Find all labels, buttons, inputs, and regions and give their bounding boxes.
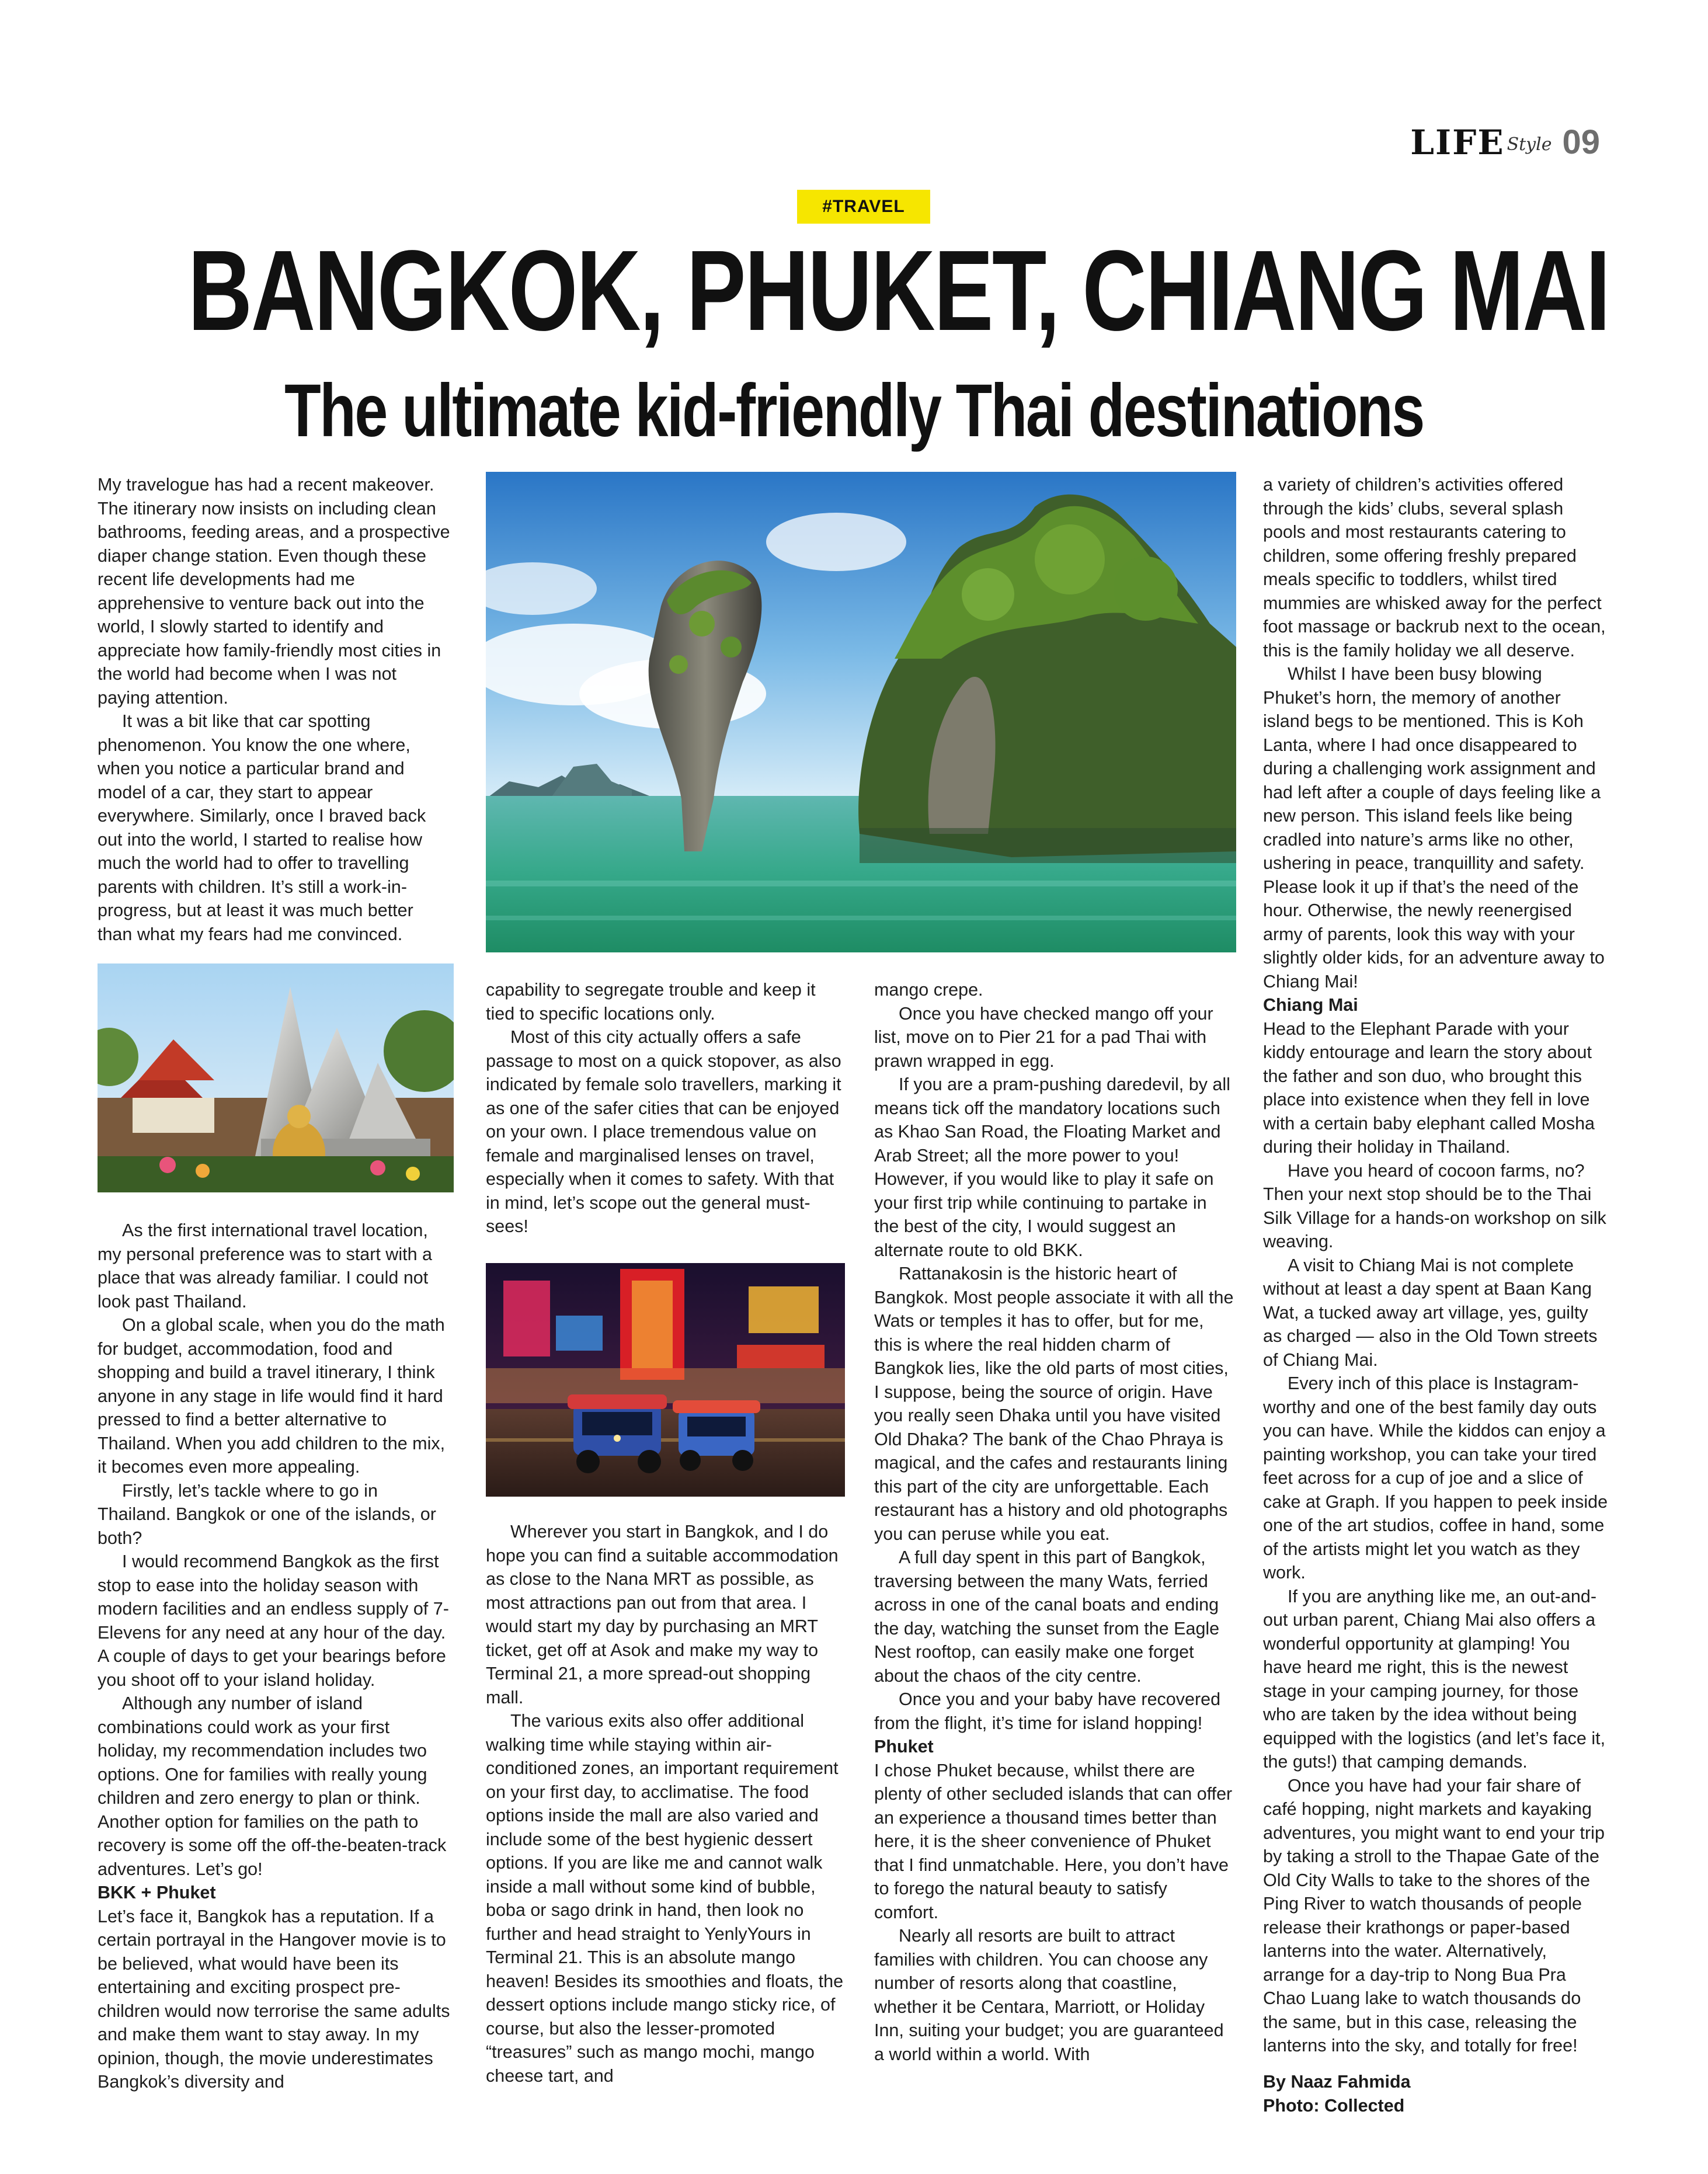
paragraph: Rattanakosin is the historic heart of Bangkok. Most people associate it with all the Wats or temples it has to offer, but for me, this is where the real hidden charm of Bangkok lies, like the old parts of most cities, I suppose, being the source of origin. Have you really seen Dhaka until you have visited Old Dhaka? The bank of the Chao Phraya is magical, and the cafes and restaurants lining this part of the city are unforgettable. Each restaurant has a history and old photographs you can peruse while you eat. xyxy=(874,1264,1234,1544)
photo-credit: Photo: Collected xyxy=(1263,2095,1405,2116)
paragraph: Wherever you start in Bangkok, and I do hope you can find a suitable accommodation as close to the Nana MRT as possible, as most attractions pan out from that area. I would start my day by purchasing an MRT ticket, get off at Asok and make my way to Terminal 21, a more spread-out shopping mall. xyxy=(486,1522,839,1707)
life-logo: LIFE xyxy=(1410,123,1505,162)
temple-illustration xyxy=(98,963,454,1192)
paragraph: I chose Phuket because, whilst there are plenty of other secluded islands that can offer an experience a thousand times better than here, it is the sheer convenience of Phuket that I find unmatchable. Here, you don’t have to forego the natural beauty to satisfy comfort. xyxy=(874,1760,1233,1922)
author-credit: By Naaz Fahmida xyxy=(1263,2072,1411,2092)
subheadline: The ultimate kid-friendly Thai destinations xyxy=(284,369,1424,453)
paragraph: Once you and your baby have recovered from the flight, it’s time for island hopping! xyxy=(874,1689,1221,1733)
column-3 xyxy=(874,978,1236,2066)
paragraph: Let’s face it, Bangkok has a reputation. If a certain portrayal in the Hangover movie is to be believed, what would have been its entertaining and exciting prospect pre-children would now terrorise the same adults and make them want to stay away. In my opinion, though, the movie underestimates Bangkok’s diversity and xyxy=(98,1906,450,2092)
section-heading-bkk-phuket: BKK + Phuket xyxy=(98,1883,216,1902)
paragraph: capability to segregate trouble and keep it tied to specific locations only. xyxy=(486,980,816,1024)
paragraph: mango crepe. xyxy=(874,980,983,1000)
headline: BANGKOK, PHUKET, CHIANG MAI xyxy=(187,227,1609,354)
paragraph: Most of this city actually offers a safe passage to most on a quick stopover, as also indicated by female solo travellers, marking it as one of the safer cities that can be enjoyed on your own. I place tremendous value on female and marginalised lenses on travel, especially when it comes to safety. With that in mind, let’s scope out the general must-sees! xyxy=(486,1027,841,1236)
paragraph: If you are anything like me, an out-and-out urban parent, Chiang Mai also offers a wonderful opportunity at glamping! You have heard me right, this is the newest stage in your camping journey, for those who are taken by the idea without being equipped with the logistics (and let’s face it, the guts!) that camping demands. xyxy=(1263,1586,1606,1772)
paragraph: A visit to Chiang Mai is not complete without at least a day spent at Baan Kang Wat, a tucked away art village, yes, guilty as charged — also in the Old Town streets of Chiang Mai. xyxy=(1263,1255,1598,1370)
page-number: 09 xyxy=(1562,123,1600,161)
column-1-top xyxy=(98,473,451,946)
karst-islands-illustration xyxy=(486,472,1236,952)
tuk-tuk-night-photo xyxy=(486,1263,845,1497)
paragraph: Head to the Elephant Parade with your kiddy entourage and learn the story about the father and son duo, who brought this place into existence when they fell in love with a certain baby elephant called Mosha during their holiday in Thailand. xyxy=(1263,1018,1595,1157)
section-heading-chiang-mai: Chiang Mai xyxy=(1263,995,1358,1015)
paragraph: Nearly all resorts are built to attract families with children. You can choose any number of resorts along that coastline, whether it be Centara, Marriott, or Holiday Inn, suiting your budget; you are guaranteed a world within a world. With xyxy=(874,1926,1224,2064)
paragraph: If you are a pram-pushing daredevil, by all means tick off the mandatory locations such as Khao San Road, the Floating Market and Arab Street; all the more power to you! However, if you would like to play it safe on your first trip while continuing to partake in the best of the city, I would suggest an alternate route to old BKK. xyxy=(874,1074,1230,1260)
paragraph: Firstly, let’s tackle where to go in Thailand. Bangkok or one of the islands, or both? xyxy=(98,1480,436,1548)
paragraph: Have you heard of cocoon farms, no? Then your next stop should be to the Thai Silk Village for a hands-on workshop on silk weaving. xyxy=(1263,1160,1606,1251)
section-tag: #TRAVEL xyxy=(797,190,930,224)
phang-nga-bay-photo xyxy=(486,472,1236,952)
paragraph: Every inch of this place is Instagram-worthy and one of the best family day outs you can have. While the kiddos can enjoy a painting workshop, you can take your tired feet across for a cup of joe and a slice of cake at Graph. If you happen to peek inside one of the art studios, coffee in hand, some of the artists might let you watch as they work. xyxy=(1263,1373,1608,1582)
paragraph: Whilst I have been busy blowing Phuket’s horn, the memory of another island begs to be mentioned. This is Koh Lanta, where I had once disappeared to during a challenging work assignment and had left after a couple of days feeling like a new person. This island feels like being cradled into nature’s arms like no other, ushering in peace, tranquillity and safety. Please look it up if that’s the need of the hour. Otherwise, the newly reenergised army of parents, look this way with your slightly older kids, for an adventure away to Chiang Mai! xyxy=(1263,664,1605,992)
paragraph: It was a bit like that car spotting phenomenon. You know the one where, when you notice a particular brand and model of a car, they start to appear everywhere. Similarly, once I braved back out into the world, I started to realise how much the world had to offer to travelling parents with children. It’s still a work-in-progress, but at least it was much better than what my fears had me convinced. xyxy=(98,711,426,944)
byline xyxy=(1263,2070,1610,2117)
column-1-bottom xyxy=(98,1219,451,2094)
paragraph: My travelogue has had a recent makeover. The itinerary now insists on including clean bathrooms, feeding areas, and a prospective diaper change station. Even though these recent life developments had me apprehensive to venture back out into the world, I slowly started to identify and appreciate how family-friendly most cities in the world had become when I was not paying attention. xyxy=(98,475,450,708)
column-2-bottom xyxy=(486,1520,845,2088)
paragraph: a variety of children’s activities offered through the kids’ clubs, several splash pools and most restaurants catering to children, some offering freshly prepared meals specific to toddlers, whilst tired mummies are whisked away for the perfect foot massage or backrub next to the ocean, this is the family holiday we all deserve. xyxy=(1263,475,1606,660)
section-heading-phuket: Phuket xyxy=(874,1737,934,1756)
paragraph: I would recommend Bangkok as the first stop to ease into the holiday season with modern facilities and an endless supply of 7-Elevens for any need at any hour of the day. A couple of days to get your bearings before you shoot off to your island holiday. xyxy=(98,1552,449,1690)
paragraph: A full day spent in this part of Bangkok, traversing between the many Wats, ferried across in one of the canal boats and ending the day, watching the sunset from the Eagle Nest rooftop, can easily make one forget about the chaos of the city centre. xyxy=(874,1547,1220,1686)
paragraph: As the first international travel location, my personal preference was to start with a place that was already familiar. I could not look past Thailand. xyxy=(98,1220,432,1312)
paragraph: Although any number of island combinations could work as your first holiday, my recommendation includes two options. One for families with really young children and zero energy to plan or think. Another option for families on the path to recovery is some off the off-the-beaten-track adventures. Let’s go! xyxy=(98,1693,447,1879)
column-4 xyxy=(1263,473,1610,2058)
temple-photo xyxy=(98,963,454,1192)
style-logo-script: Style xyxy=(1507,134,1552,155)
paragraph: On a global scale, when you do the math for budget, accommodation, food and shopping and build a travel itinerary, I think anyone in any stage in life would find it hard pressed to find a better alternative to Thailand. When you add children to the mix, it becomes even more appealing. xyxy=(98,1315,446,1477)
paragraph: The various exits also offer additional walking time while staying within air-conditioned zones, an important requirement on your first day, to acclimatise. The food options inside the mall are also varied and include some of the best hygienic dessert options. If you are like me and cannot walk inside a mall without some kind of bubble, boba or sago drink in hand, then look no further and head straight to YenlyYours in Terminal 21. This is an absolute mango heaven! Besides its smoothies and floats, the dessert options include mango sticky rice, of course, but also the lesser-promoted “treasures” such as mango mochi, mango cheese tart, and xyxy=(486,1711,844,2086)
paragraph: Once you have had your fair share of café hopping, night markets and kayaking adventures, you might want to end your trip by taking a stroll to the Thapae Gate of the Old City Walls to take to the shores of the Ping River to watch thousands of people release their krathongs or paper-based lanterns into the water. Alternatively, arrange for a day-trip to Nong Bua Pra Chao Luang lake to watch thousands do the same, but in this case, releasing the lanterns into the sky, and totally for free! xyxy=(1263,1775,1605,2055)
tuk-tuk-illustration xyxy=(486,1263,845,1497)
paragraph: Once you have checked mango off your list, move on to Pier 21 for a pad Thai with prawn wrapped in egg. xyxy=(874,1003,1213,1071)
column-2-top xyxy=(486,978,845,1239)
folio xyxy=(1410,123,1600,162)
